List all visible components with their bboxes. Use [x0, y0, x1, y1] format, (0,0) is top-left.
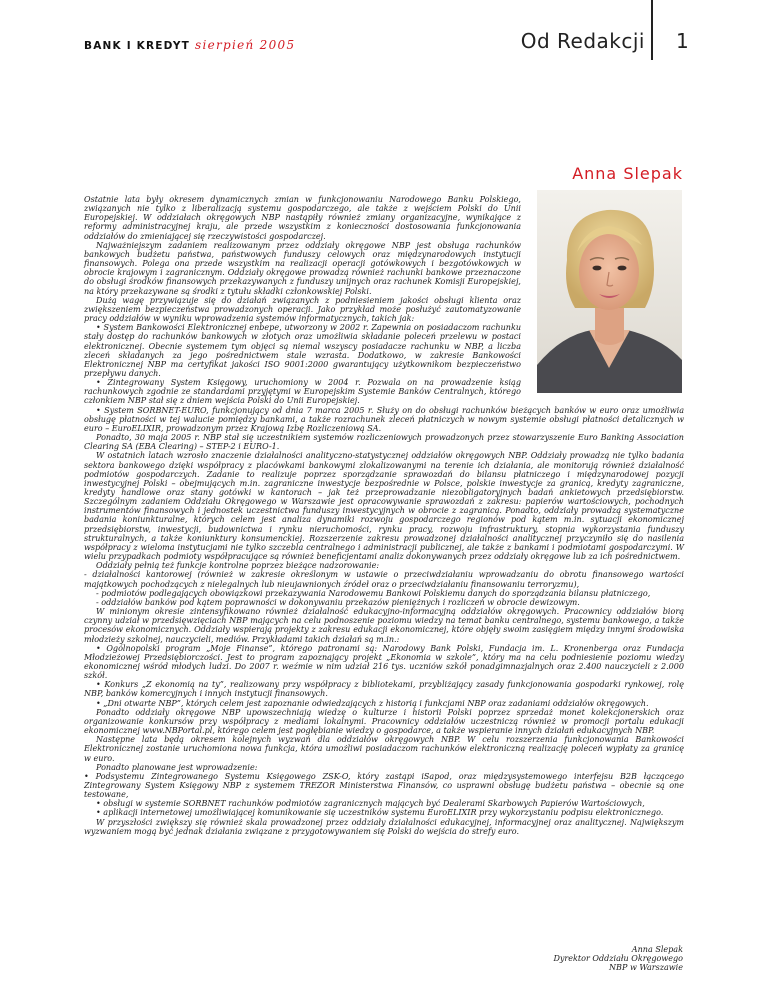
- header-divider: [651, 0, 653, 60]
- article-paragraph: Ponadto planowane jest wprowadzenie:: [96, 762, 258, 772]
- issue-date: sierpień 2005: [194, 38, 296, 52]
- article-paragraph: Ostatnie lata były okresem dynamicznych zmian w funkcjonowaniu Narodowego Banku Polskiego, związanych nie tylko z liberalizacją systemu gospodarczego, ale także z wejściem Polski do Unii Europejskiej. W oddziałach okręgowych NBP nastąpiły również zmiany organizacyjne, wynikające z reformy administracyjnej kraju, ale przede wszystkim z konieczności dostosowania funkcjonowania oddziałów do zmieniającej się rzeczywistości gospodarczej.: [84, 195, 521, 241]
- article-paragraph: - oddziałów banków pod kątem poprawności w dokonywaniu przekazów pieniężnych i rozliczeń w obrocie dewizowym.: [96, 597, 580, 607]
- signature-role: Dyrektor Oddziału Okręgowego: [553, 954, 683, 964]
- article-paragraph: - podmiotów podlegających obowiązkowi przekazywania Narodowemu Bankowi Polskiemu danych do sporządzania bilansu płatniczego,: [96, 588, 651, 598]
- article-paragraph: • Konkurs „Z ekonomią na ty”, realizowany przy współpracy z bibliotekami, przybliżający zasady funkcjonowania gospodarki rynkowej, rolę NBP, banków komercyjnych i innych instytucji finansowych.: [84, 680, 684, 699]
- signature-block: [553, 945, 683, 972]
- article-paragraph: Ponadto oddziały okręgowe NBP upowszechniają wiedzę o kulturze i historii Polski poprzez sprzedaż monet kolekcjonerskich oraz organizowanie konkursów przy współpracy z mediami lokalnymi. Pracownicy oddziałów uczestniczą również w promocji portalu edukacji ekonomicznej www.NBPortal.pl, którego celem jest pogłębianie wiedzy o gospodarce, a także wspieranie innych działań edukacyjnych NBP.: [84, 707, 684, 736]
- article-paragraph: • obsługi w systemie SORBNET rachunków podmiotów zagranicznych mających być Dealerami Skarbowych Papierów Wartościowych,: [96, 799, 645, 809]
- article-paragraph: • System Bankowości Elektronicznej enbepe, utworzony w 2002 r. Zapewnia on posiadaczom rachunku stały dostęp do rachunków bankowych w złotych oraz umożliwia składanie poleceń przelewu w postaci elektronicznej. Obecnie systemem tym objęci są niemal wszyscy posiadacze rachunku w NBP, a liczba zleceń składanych za jego pośrednictwem stale wzrasta. Dodatkowo, w zakresie Bankowości Elektronicznej NBP ma certyfikat jakości ISO 9001:2000 gwarantujący użytkownikom bezpieczeństwo przepływu danych.: [84, 323, 521, 378]
- article-paragraph: • aplikacji internetowej umożliwiającej komunikowanie się uczestników systemu EuroELIXIR przy wykorzystaniu podpisu elektronicznego.: [96, 808, 664, 818]
- author-name: Anna Slepak: [572, 164, 683, 183]
- article-paragraph: • System SORBNET-EURO, funkcjonujący od dnia 7 marca 2005 r. Służy on do obsługi rachunków bieżących banków w euro oraz umożliwia obsługę płatności w tej walucie pomiędzy bankami, a także rozrachunek zleceń płatniczych w nowym systemie obsługi płatności detalicznych w euro – EuroELIXIR, prowadzonym przez Krajową Izbę Rozliczeniową SA.: [84, 405, 684, 433]
- article-paragraph: • „Dni otwarte NBP”, których celem jest zapoznanie odwiedzających z historią i funkcjami NBP oraz zadaniami oddziałów okręgowych.: [96, 698, 649, 708]
- article-paragraph: • Ogólnopolski program „Moje Finanse”, którego patronami są: Narodowy Bank Polski, Fundacja im. L. Kronenberga oraz Fundacja Młodzieżowej Przedsiębiorczości. Jest to program zapoznający projekt „Ekonomia w szkole”, który ma na celu podniesienie poziomu wiedzy ekonomicznej wśród młodych ludzi. Do 2007 r. weźmie w nim udział 216 tys. uczniów szkół ponadgimnazjalnych oraz 2.400 nauczycieli z 2.000 szkół.: [84, 643, 684, 681]
- article-paragraph: Ponadto, 30 maja 2005 r. NBP stał się uczestnikiem systemów rozliczeniowych prowadzonych przez stowarzyszenie Euro Banking Association Clearing SA (EBA Clearing) – STEP-2 i EURO-1.: [84, 433, 684, 452]
- article-paragraph: Dużą wagę przywiązuje się do działań związanych z podniesieniem jakości obsługi klienta oraz zwiększeniem bezpieczeństwa prowadzonych operacji. Jako przykład może posłużyć zautomatyzowanie pracy oddziałów w wyniku wprowadzenia systemów informatycznych, takich jak:: [84, 295, 521, 324]
- masthead: [84, 34, 295, 53]
- article-paragraph: • Podsystemu Zintegrowanego Systemu Księgowego ZSK-O, który zastąpi iSapod, oraz międzysystemowego interfejsu B2B łączącego Zintegrowany System Księgowy NBP z systemem TREZOR Ministerstwa Finansów, co usprawni obsługę budżetu państwa – obecnie są one testowane,: [84, 771, 684, 800]
- article-paragraph: W ostatnich latach wzrosło znaczenie działalności analityczno-statystycznej oddziałów okręgowych NBP. Oddziały prowadzą nie tylko badania sektora bankowego dzięki współpracy z placówkami bankowymi zlokalizowanymi na terenie ich działania, ale monitorują również działalność podmiotów gospodarczych. Zadanie to realizuje poprzez sporządzanie sprawozdań do bilansu płatniczego i międzynarodowej pozycji inwestycyjnej Polski – obejmujących m.in. zagraniczne inwestycje bezpośrednie w Polsce, polskie inwestycje za granicą, kredyty zagraniczne, kredyty handlowe oraz stany gotówki w kantorach – jak też przeprowadzanie niezobligatoryjnych badań ankietowych przedsiębiorstw. Szczególnym zadaniem Oddziału Okręgowego w Warszawie jest opracowywanie sprawozdań z zakresu: papierów wartościowych, pochodnych instrumentów finansowych i jednostek uczestnictwa funduszy inwestycyjnych w obrocie z zagranicą. Ponadto, oddziały prowadzą systematyczne badania koniunkturalne, których celem jest analiza dynamiki rozwoju gospodarczego regionów pod kątem m.in. sytuacji ekonomicznej przedsiębiorstw, inwestycji, budownictwa i rynku nieruchomości, rynku pracy, rozwoju infrastruktury, stopnia wykorzystania funduszy strukturalnych, a także koniunktury konsumenckiej. Rozszerzenie zakresu prowadzonej działalności analitycznej przyczyniło się do nasilenia współpracy z wieloma instytucjami nie tylko szczebla centralnego i administracji publicznej, ale także z bankami i podmiotami gospodarczymi. W wielu przypadkach podmioty współpracujące są również beneficjentami analiz dokonywanych przez oddziały okręgowe lub za ich pośrednictwem.: [84, 451, 684, 562]
- article-paragraph: Najważniejszym zadaniem realizowanym przez oddziały okręgowe NBP jest obsługa rachunków bankowych budżetu państwa, państwowych funduszy celowych oraz międzynarodowych instytucji finansowych. Polega ona przede wszystkim na realizacji operacji gotówkowych i bezgotówkowych w obrocie krajowym i zagranicznym. Oddziały okręgowe prowadzą również rachunki bankowe przeznaczone do obsługi środków finansowych przekazywanych z funduszy unijnych oraz rachunek Komisji Europejskiej, na który przekazywane są środki z tytułu składki członkowskiej Polski.: [84, 240, 521, 296]
- article-paragraph: - działalności kantorowej (również w zakresie określonym w ustawie o przeciwdziałaniu wprowadzaniu do obrotu finansowego wartości majątkowych pochodzących z nielegalnych lub nieujawnionych źródeł oraz o przeciwdziałaniu finansowaniu terroryzmu),: [84, 570, 684, 589]
- editorial-body: [84, 195, 684, 836]
- article-paragraph: W minionym okresie zintensyfikowano również działalność edukacyjno-informacyjną oddziałów okręgowych. Pracownicy oddziałów biorą czynny udział w przedsięwzięciach NBP mających na celu podnoszenie poziomu wiedzy na temat banku centralnego, systemu bankowego, a także procesów ekonomicznych. Oddziały wspierają projekty z zakresu edukacji ekonomicznej, które objęły swoim zasięgiem między innymi środowiska młodzieży szkolnej, nauczycieli, mediów. Przykładami takich działań są m.in.:: [84, 607, 684, 644]
- section-title: Od Redakcji: [520, 29, 645, 53]
- signature-office: NBP w Warszawie: [609, 963, 683, 973]
- article-paragraph: Następne lata będą okresem kolejnych wyzwań dla oddziałów okręgowych NBP. W celu rozszerzenia funkcjonowania Bankowości Elektronicznej zostanie uruchomiona nowa funkcja, która umożliwi posiadaczom rachunków elektroniczną realizację poleceń wypłaty za granicę w euro.: [84, 735, 684, 763]
- journal-title: BANK I KREDYT: [84, 40, 190, 52]
- signature-name: Anna Slepak: [631, 945, 683, 954]
- article-paragraph: • Zintegrowany System Księgowy, uruchomiony w 2004 r. Pozwala on na prowadzenie ksiąg rachunkowych zgodnie ze standardami przyjętymi w Europejskim Systemie Banków Centralnych, którego członkiem NBP stał się z dniem wejścia Polski do Unii Europejskiej.: [84, 378, 521, 406]
- article-paragraph: W przyszłości zwiększy się również skala prowadzonej przez oddziały działalności edukacyjnej, informacyjnej oraz analitycznej. Największym wyzwaniem mogą być jednak działania związane z przygotowywaniem się Polski do wejścia do strefy euro.: [84, 817, 684, 836]
- page-number: 1: [676, 29, 689, 53]
- article-paragraph: Oddziały pełnią też funkcje kontrolne poprzez bieżące nadzorowanie:: [96, 561, 380, 571]
- portrait-text-wrap-spacer: [521, 195, 684, 404]
